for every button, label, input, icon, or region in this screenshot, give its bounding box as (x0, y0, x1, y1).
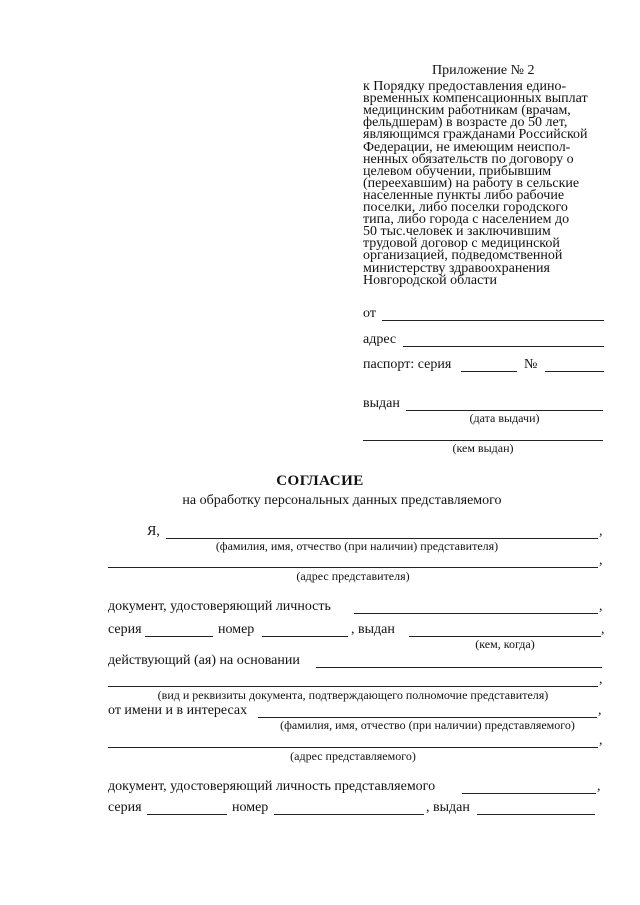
comma: , (599, 733, 603, 748)
represented-address-field[interactable] (108, 747, 598, 748)
intro-line: министерству здравоохранения (363, 260, 550, 276)
consent-title: СОГЛАСИЕ (276, 473, 364, 489)
represented-number-field[interactable] (274, 814, 424, 815)
comma: , (598, 703, 602, 718)
acting-basis-field[interactable] (316, 667, 602, 668)
comma: , (599, 672, 603, 687)
from-field[interactable] (382, 320, 604, 321)
intro-line: Новгородской области (363, 272, 497, 288)
intro-line: фельдшерам) в возрасте до 50 лет, (363, 115, 568, 131)
passport-series-field[interactable] (461, 371, 517, 372)
intro-line: Федерации, не имеющим неиспол- (363, 139, 571, 155)
issue-date-caption: (дата выдачи) (469, 411, 540, 425)
acting-basis-label: действующий (ая) на основании (108, 653, 300, 668)
intro-line: (переехавшим) на работу в сельские (363, 175, 580, 191)
consent-subtitle: на обработку персональных данных представляемого (182, 493, 502, 508)
issued-label: выдан (363, 396, 400, 411)
series-field[interactable] (145, 636, 213, 637)
comma: , (599, 524, 603, 539)
intro-line: типа, либо города с населением до (363, 212, 570, 228)
passport-number-sign: № (524, 357, 538, 372)
intro-line: временных компенсационных выплат (363, 91, 588, 107)
represented-address-caption: (адрес представляемого) (290, 749, 416, 763)
series-label: серия (108, 622, 142, 637)
id-document-label: документ, удостоверяющий личность (108, 599, 331, 614)
representative-name-caption: (фамилия, имя, отчество (при наличии) представителя) (215, 539, 499, 553)
intro-line: являющимся гражданами Российской (363, 127, 588, 143)
authority-document-field[interactable] (108, 686, 598, 687)
i-label: Я, (147, 524, 160, 539)
number-field[interactable] (262, 636, 348, 637)
issued-by-caption: (кем выдан) (452, 441, 514, 455)
representative-address-caption: (адрес представителя) (296, 569, 410, 583)
on-behalf-label: от имени и в интересах (108, 703, 248, 718)
represented-number-label: номер (232, 800, 269, 815)
represented-series-label: серия (108, 800, 142, 815)
address-label: адрес (363, 332, 397, 347)
appendix-title: Приложение № 2 (432, 63, 535, 78)
represented-issued-label: , выдан (426, 800, 470, 815)
id-document-field[interactable] (354, 613, 598, 614)
represented-series-field[interactable] (147, 814, 227, 815)
comma: , (601, 622, 605, 637)
intro-line: медицинским работникам (врачам, (363, 103, 571, 119)
issued-label-2: , выдан (351, 622, 395, 637)
comma: , (599, 553, 603, 568)
represented-name-caption: (фамилия, имя, отчество (при наличии) представляемого) (280, 718, 575, 732)
represented-id-document-field[interactable] (462, 793, 596, 794)
intro-line: населенные пункты либо рабочие (363, 187, 565, 203)
intro-line: 50 тыс.человек и заключившим (363, 224, 551, 240)
intro-line: организацией, подведомственной (363, 248, 563, 264)
authority-document-caption: (вид и реквизиты документа, подтверждающего полномочие представителя) (157, 688, 549, 702)
intro-line: поселки, либо поселки городского (363, 200, 568, 215)
intro-line: целевом обучении, прибывшим (363, 163, 552, 179)
address-field[interactable] (403, 346, 604, 347)
intro-line: ненных обязательств по договору о (363, 151, 574, 167)
intro-line: к Порядку предоставления едино- (363, 79, 567, 94)
representative-address-field[interactable] (108, 567, 598, 568)
comma: , (599, 599, 603, 614)
from-label: от (363, 306, 376, 321)
number-label: номер (218, 622, 255, 637)
represented-issued-field[interactable] (477, 814, 595, 815)
passport-number-field[interactable] (545, 371, 604, 372)
represented-id-document-label: документ, удостоверяющий личность представляемого (108, 779, 436, 794)
passport-series-label: паспорт: серия (363, 357, 452, 372)
comma: , (597, 779, 601, 794)
intro-line: трудовой договор с медицинской (363, 236, 560, 252)
who-when-caption: (кем, когда) (475, 637, 535, 651)
